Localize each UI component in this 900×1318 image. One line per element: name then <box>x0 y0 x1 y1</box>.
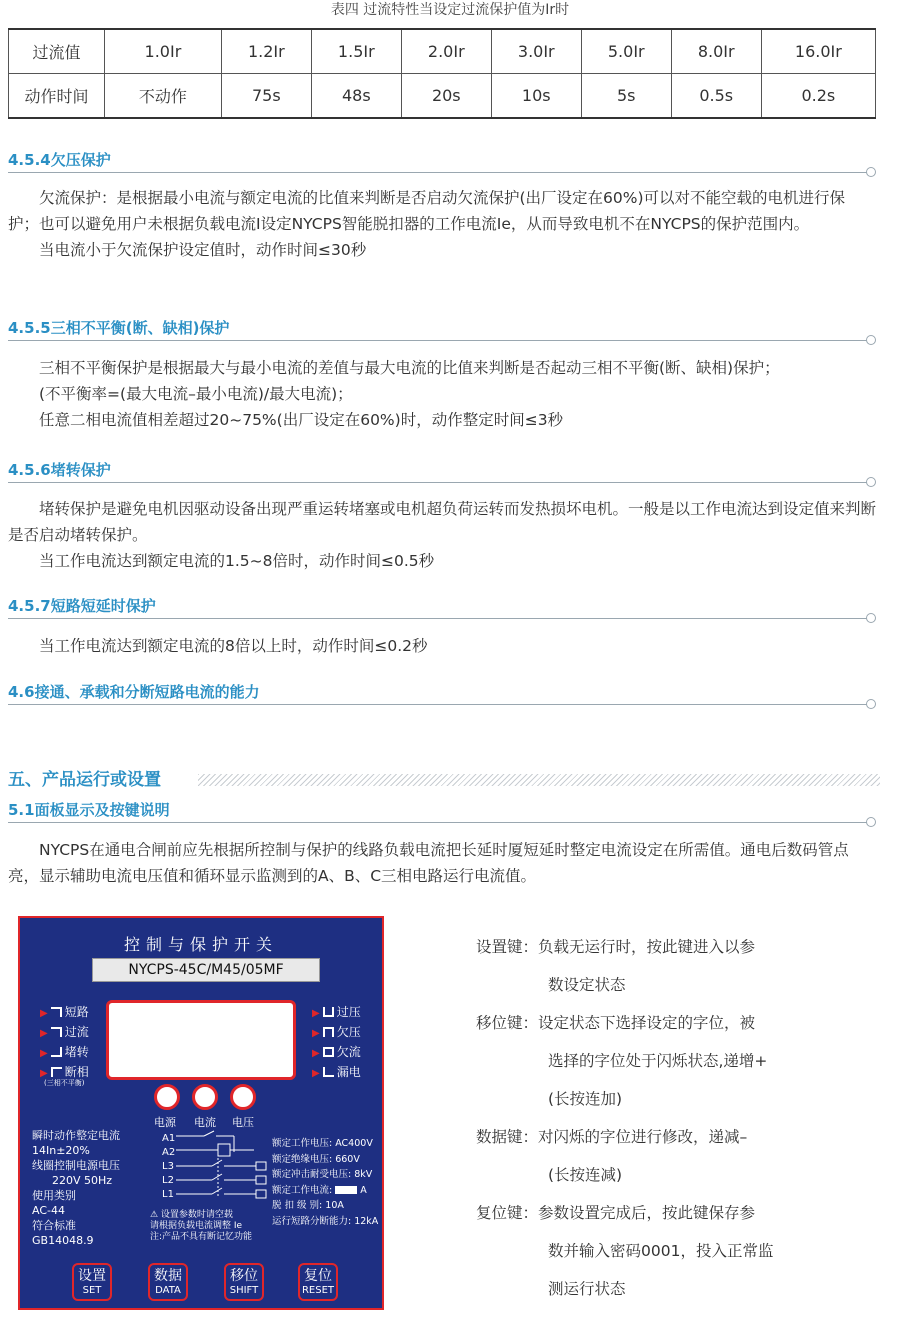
panel-title: 控制与保护开关 <box>123 935 278 954</box>
circuit-label: L1 <box>162 1189 174 1200</box>
section-title: 4.5.7短路短延时保护 <box>8 596 160 616</box>
indicator-label: 欠流 <box>336 1045 361 1059</box>
key-desc-line <box>476 1118 876 1156</box>
table-cell: 过流值 <box>9 29 105 74</box>
panel-spec-left <box>32 1128 120 1248</box>
section-heading-457 <box>8 596 876 618</box>
led-arrow-icon: ▶ <box>312 1068 320 1079</box>
indicator-label: 过压 <box>336 1005 361 1019</box>
spec-line: GB14048.9 <box>32 1234 94 1247</box>
hatch-decoration <box>198 774 880 786</box>
circuit-labels <box>162 1132 175 1202</box>
divider-end-circle <box>866 699 876 709</box>
indicator-overcurrent <box>40 1025 89 1041</box>
spec-line: 额定冲击耐受电压: 8kV <box>272 1169 373 1180</box>
key-desc-line <box>476 1194 876 1232</box>
key-desc-line: (长按连加) <box>548 1090 623 1108</box>
paragraph: 堵转保护是避免电机因驱动设备出现严重运转堵塞或电机超负荷运转而发热损坏电机。一般是以工作电流达到设定值来判断是否启动堵转保护。 <box>8 500 877 544</box>
button-label-cn: 复位 <box>304 1268 332 1284</box>
note-line: 注:产品不具有断记忆功能 <box>150 1232 253 1242</box>
section-body-454 <box>8 185 876 263</box>
section-title: 4.5.6堵转保护 <box>8 460 115 480</box>
spec-line: 线圈控制电源电压 <box>32 1159 120 1172</box>
overvoltage-symbol-icon <box>323 1007 334 1017</box>
led-arrow-icon: ▶ <box>312 1008 320 1019</box>
table-caption: 表四 过流特性当设定过流保护值为Ir时 <box>330 2 570 18</box>
current-value-box <box>335 1186 357 1194</box>
key-desc-line: 选择的字位处于闪烁状态,递增+ <box>548 1052 768 1070</box>
spec-line: 额定工作电压: AC400V <box>272 1138 373 1149</box>
key-text: 参数设置完成后，按此键保存参 <box>538 1204 756 1222</box>
divider-end-circle <box>866 477 876 487</box>
set-button <box>72 1263 112 1301</box>
divider <box>8 618 868 619</box>
key-desc-line: 数设定状态 <box>548 976 626 994</box>
paragraph: 欠流保护：是根据最小电流与额定电流的比值来判断是否启动欠流保护(出厂设定在60%)可以对不能空载的电机进行保护；也可以避免用户未根据负载电流I设定NYCPS智能脱扣器的工作电流Ie，从而导致电机不在NYCPS的保护范围内。 <box>8 189 846 233</box>
indicator-label: 欠压 <box>336 1025 361 1039</box>
table-cell: 2.0Ir <box>401 29 491 74</box>
short-circuit-symbol-icon <box>51 1007 62 1017</box>
key-text: 对闪烁的字位进行修改，递减– <box>538 1128 748 1146</box>
divider <box>8 340 868 341</box>
section-heading-46 <box>8 682 876 704</box>
circuit-label: L3 <box>162 1161 174 1172</box>
panel-model-plate: NYCPS-45C/M45/05MF <box>92 958 320 982</box>
key-desc-line <box>476 928 876 966</box>
table-cell: 20s <box>401 74 491 119</box>
key-descriptions <box>476 928 876 1308</box>
section-heading-51 <box>8 800 876 822</box>
indicator-overvoltage <box>312 1005 361 1021</box>
undervoltage-symbol-icon <box>323 1027 334 1037</box>
button-label-en: DATA <box>155 1285 181 1296</box>
power-indicator-knob <box>154 1084 180 1110</box>
stall-symbol-icon <box>51 1047 62 1057</box>
section-title: 5.1面板显示及按键说明 <box>8 800 174 820</box>
led-arrow-icon: ▶ <box>312 1028 320 1039</box>
spec-line: 额定绝缘电压: 660V <box>272 1153 360 1165</box>
led-arrow-icon: ▶ <box>40 1068 48 1079</box>
indicator-leakage <box>312 1065 361 1081</box>
section-body-51 <box>8 837 876 889</box>
spec-line: 脱 扣 级 别: 10A <box>272 1200 344 1211</box>
chapter-heading-5 <box>8 768 880 792</box>
divider-end-circle <box>866 817 876 827</box>
spec-line: 14In±20% <box>32 1144 90 1157</box>
section-body-456 <box>8 496 876 574</box>
section-heading-454 <box>8 150 876 172</box>
section-body-457 <box>8 633 876 659</box>
table-cell: 48s <box>311 74 401 119</box>
note-line: 请根据负载电流调整 Ie <box>150 1221 243 1231</box>
phase-loss-subnote: (三相不平衡) <box>44 1079 85 1087</box>
indicator-label: 短路 <box>64 1005 89 1019</box>
spec-line: 符合标准 <box>32 1219 76 1232</box>
indicator-undercurrent <box>312 1045 361 1061</box>
spec-line: 220V 50Hz <box>52 1174 113 1187</box>
led-arrow-icon: ▶ <box>312 1048 320 1059</box>
divider <box>8 482 868 483</box>
table-cell: 1.0Ir <box>105 29 222 74</box>
divider <box>8 704 868 705</box>
table-cell: 10s <box>491 74 581 119</box>
knob-label: 电源 <box>154 1116 176 1129</box>
key-label: 复位键： <box>476 1204 539 1222</box>
table-cell: 16.0Ir <box>761 29 875 74</box>
table-cell: 0.2s <box>761 74 875 119</box>
current-indicator-knob <box>192 1084 218 1110</box>
section-title: 4.6接通、承载和分断短路电流的能力 <box>8 682 264 702</box>
paragraph: 当工作电流达到额定电流的1.5~8倍时，动作时间≤0.5秒 <box>39 552 435 570</box>
overcurrent-table <box>8 28 876 119</box>
button-label-cn: 数据 <box>154 1268 182 1284</box>
key-desc-line: (长按连减) <box>548 1166 623 1184</box>
button-label-cn: 设置 <box>78 1268 106 1284</box>
paragraph: 任意二相电流值相差超过20~75%(出厂设定在60%)时，动作整定时间≤3秒 <box>39 411 564 429</box>
note-line: ⚠ 设置参数时请空载 <box>150 1210 233 1220</box>
divider-end-circle <box>866 167 876 177</box>
paragraph: NYCPS在通电合闸前应先根据所控制与保护的线路负载电流把长延时厦短延时整定电流设定在所需值。通电后数码管点亮，显示辅助电流电压值和循环显示监测到的A、B、C三相电路运行电流值。 <box>8 841 849 885</box>
key-desc-line <box>476 1004 876 1042</box>
key-text: 负载无运行时，按此键进入以参 <box>538 938 756 956</box>
panel-notes <box>150 1210 252 1243</box>
data-button <box>148 1263 188 1301</box>
indicator-undervoltage <box>312 1025 361 1041</box>
table-cell: 1.5Ir <box>311 29 401 74</box>
knob-label: 电压 <box>232 1116 254 1129</box>
chapter-title: 五、产品运行或设置 <box>8 768 167 792</box>
table-cell: 不动作 <box>105 74 222 119</box>
indicator-label: 断相 <box>64 1065 89 1079</box>
section-title: 4.5.4欠压保护 <box>8 150 115 170</box>
key-text: 设定状态下选择设定的字位，被 <box>538 1014 756 1032</box>
shift-button <box>224 1263 264 1301</box>
indicator-label: 堵转 <box>64 1045 89 1059</box>
reset-button <box>298 1263 338 1301</box>
key-label: 数据键： <box>476 1128 539 1146</box>
table-cell: 8.0Ir <box>671 29 761 74</box>
table-cell: 5s <box>581 74 671 119</box>
circuit-label: L2 <box>162 1175 174 1186</box>
spec-line: 运行短路分断能力: 12kA <box>272 1215 379 1227</box>
button-label-en: RESET <box>301 1285 335 1296</box>
indicator-label: 漏电 <box>336 1065 361 1079</box>
table-cell: 5.0Ir <box>581 29 671 74</box>
knob-label: 电流 <box>194 1116 216 1129</box>
button-label-cn: 移位 <box>230 1268 258 1284</box>
spec-line <box>272 1183 378 1199</box>
digital-display <box>106 1000 296 1080</box>
led-arrow-icon: ▶ <box>40 1028 48 1039</box>
phase-loss-symbol-icon <box>51 1067 62 1077</box>
indicator-stall <box>40 1045 89 1061</box>
panel-spec-right <box>272 1136 378 1229</box>
spec-label: 额定工作电流: <box>272 1184 333 1196</box>
section-heading-455 <box>8 318 876 340</box>
table-cell: 动作时间 <box>9 74 105 119</box>
table-cell: 75s <box>221 74 311 119</box>
section-body-455 <box>8 355 876 433</box>
key-desc-line: 测运行状态 <box>548 1280 626 1298</box>
divider-end-circle <box>866 335 876 345</box>
divider-end-circle <box>866 613 876 623</box>
spec-line: AC-44 <box>32 1204 65 1217</box>
table-row <box>9 29 876 74</box>
circuit-label: A2 <box>162 1147 176 1158</box>
key-label: 移位键： <box>476 1014 539 1032</box>
circuit-label: A1 <box>162 1133 176 1144</box>
led-arrow-icon: ▶ <box>40 1008 48 1019</box>
indicator-short-circuit <box>40 1005 89 1021</box>
spec-line: 瞬时动作整定电流 <box>32 1129 120 1142</box>
undercurrent-symbol-icon <box>323 1047 334 1057</box>
indicator-label: 过流 <box>64 1025 89 1039</box>
control-panel-illustration <box>18 916 384 1310</box>
overcurrent-symbol-icon <box>51 1027 62 1037</box>
button-label-en: SET <box>82 1285 102 1296</box>
key-label: 设置键： <box>476 938 539 956</box>
table-cell: 3.0Ir <box>491 29 581 74</box>
section-title: 4.5.5三相不平衡(断、缺相)保护 <box>8 318 233 338</box>
divider <box>8 822 868 823</box>
table-cell: 0.5s <box>671 74 761 119</box>
leakage-symbol-icon <box>323 1067 334 1077</box>
led-arrow-icon: ▶ <box>40 1048 48 1059</box>
spec-unit: A <box>360 1184 367 1196</box>
voltage-indicator-knob <box>230 1084 256 1110</box>
key-desc-line: 数并输入密码0001，投入正常监 <box>548 1242 774 1260</box>
button-label-en: SHIFT <box>229 1285 259 1296</box>
section-heading-456 <box>8 460 876 482</box>
paragraph: (不平衡率=(最大电流–最小电流)/最大电流)； <box>39 385 353 403</box>
table-cell: 1.2Ir <box>221 29 311 74</box>
paragraph: 三相不平衡保护是根据最大与最小电流的差值与最大电流的比值来判断是否起动三相不平衡(断、缺相)保护； <box>39 359 780 377</box>
paragraph: 当电流小于欠流保护设定值时，动作时间≤30秒 <box>39 241 367 259</box>
spec-line: 使用类别 <box>32 1189 76 1202</box>
table-row <box>9 74 876 119</box>
paragraph: 当工作电流达到额定电流的8倍以上时，动作时间≤0.2秒 <box>39 637 428 655</box>
divider <box>8 172 868 173</box>
